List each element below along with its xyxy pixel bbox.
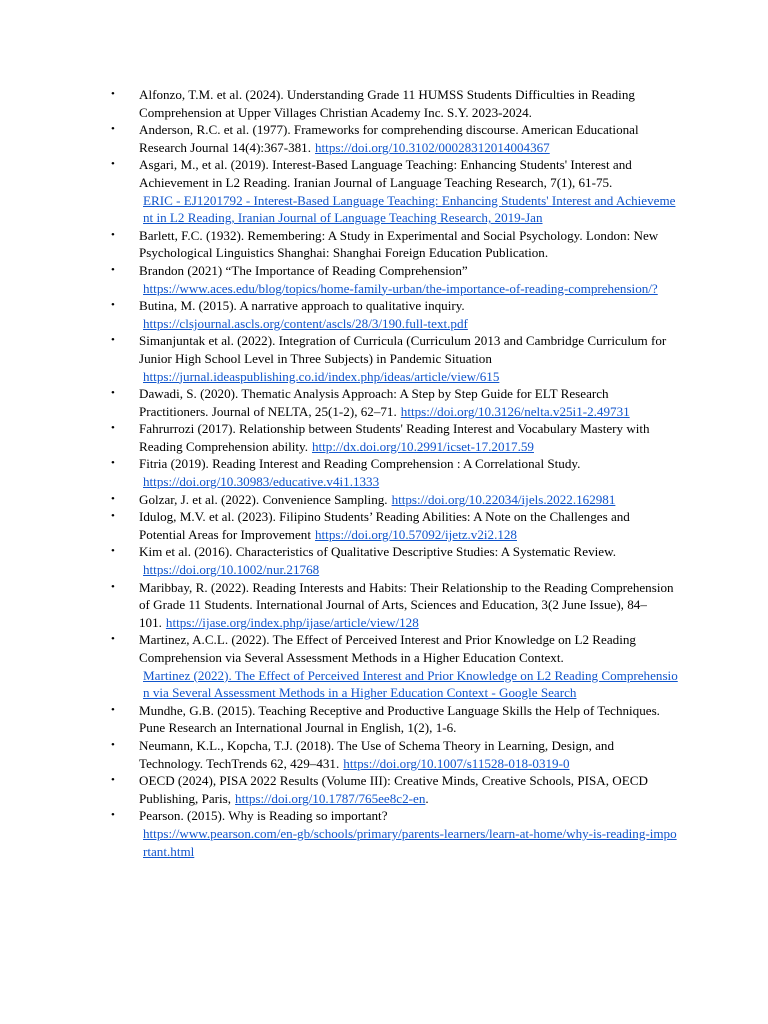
reference-text: Kim et al. (2016). Characteristics of Qualitative Descriptive Studies: A Systematic Review. <box>139 544 616 560</box>
reference-link[interactable]: https://doi.org/10.1787/765ee8c2-en <box>235 790 426 806</box>
reference-item <box>0 86 679 121</box>
reference-item <box>0 508 679 543</box>
reference-link[interactable]: https://doi.org/10.57092/ijetz.v2i2.128 <box>315 526 517 542</box>
reference-text: Fitria (2019). Reading Interest and Reading Comprehension : A Correlational Study. <box>139 456 581 472</box>
reference-item <box>0 121 679 156</box>
reference-text: Simanjuntak et al. (2022). Integration of Curricula (Curriculum 2013 and Cambridge Curriculum for Junior High School Level in Three Subjects) in Pandemic Situation <box>139 333 667 366</box>
reference-list <box>0 86 768 860</box>
reference-text: Martinez, A.C.L. (2022). The Effect of Perceived Interest and Prior Knowledge on L2 Reading Comprehension via Several Assessment Methods in a Higher Education Context. <box>139 632 636 665</box>
reference-text: OECD (2024), PISA 2022 Results (Volume III): Creative Minds, Creative Schools, PISA, OECD Publishing, Paris, <box>139 773 648 806</box>
reference-item <box>0 332 679 385</box>
reference-item <box>0 631 679 701</box>
reference-link[interactable]: Martinez (2022). The Effect of Perceived Interest and Prior Knowledge on L2 Reading Comprehension via Several Assessment Methods in a Higher Education Context - Google Search <box>143 667 678 701</box>
reference-text: Barlett, F.C. (1932). Remembering: A Study in Experimental and Social Psychology. London: New Psychological Linguistics Shanghai: Shanghai Foreign Education Publication. <box>139 227 659 261</box>
reference-link[interactable]: ERIC - EJ1201792 - Interest-Based Language Teaching: Enhancing Students' Interest and Achievement in L2 Reading, Iranian Journal of Language Teaching Research, 2019-Jan <box>143 192 676 226</box>
reference-item <box>0 807 679 860</box>
reference-item <box>0 156 679 226</box>
reference-item <box>0 227 679 262</box>
reference-link[interactable]: https://doi.org/10.3126/nelta.v25i1-2.49731 <box>400 403 630 419</box>
reference-item <box>0 385 679 420</box>
reference-text: Mundhe, G.B. (2015). Teaching Receptive and Productive Language Skills the Help of Techniques. Pune Research an International Journal in English, 1(2), 1-6. <box>139 702 660 736</box>
reference-text: Brandon (2021) “The Importance of Reading Comprehension” <box>139 262 468 278</box>
reference-item <box>0 579 679 632</box>
reference-trailing-period: . <box>425 790 429 806</box>
reference-link[interactable]: http://dx.doi.org/10.2991/icset-17.2017.59 <box>311 438 534 454</box>
reference-text: Anderson, R.C. et al. (1977). Frameworks for comprehending discourse. American Educational Research Journal 14(4):367-381. <box>139 122 639 155</box>
reference-link[interactable]: https://jurnal.ideaspublishing.co.id/index.php/ideas/article/view/615 <box>143 368 500 384</box>
reference-text: Alfonzo, T.M. et al. (2024). Understanding Grade 11 HUMSS Students Difficulties in Reading Comprehension at Upper Villages Christian Academy Inc. S.Y. 2023-2024. <box>139 87 635 120</box>
reference-link[interactable]: https://clsjournal.ascls.org/content/ascls/28/3/190.full-text.pdf <box>143 315 468 331</box>
reference-link[interactable]: https://www.aces.edu/blog/topics/home-family-urban/the-importance-of-reading-comprehension/? <box>143 280 658 296</box>
reference-link[interactable]: https://www.pearson.com/en-gb/schools/primary/parents-learners/learn-at-home/why-is-reading-important.html <box>143 825 677 859</box>
reference-item <box>0 772 679 807</box>
reference-text: Pearson. (2015). Why is Reading so important? <box>139 808 388 824</box>
reference-item <box>0 455 679 490</box>
reference-text: Idulog, M.V. et al. (2023). Filipino Students’ Reading Abilities: A Note on the Challenges and Potential Areas for Improvement <box>139 509 630 542</box>
reference-text: Fahrurrozi (2017). Relationship between Students' Reading Interest and Vocabulary Mastery with Reading Comprehension ability. <box>139 421 650 454</box>
reference-text: Golzar, J. et al. (2022). Convenience Sampling. <box>139 491 388 507</box>
reference-text: Butina, M. (2015). A narrative approach to qualitative inquiry. <box>139 298 465 314</box>
reference-text: Asgari, M., et al. (2019). Interest-Based Language Teaching: Enhancing Students' Interest and Achievement in L2 Reading. Iranian Journal of Language Teaching Research, 7(1), 61-75. <box>139 157 632 190</box>
reference-item <box>0 297 679 332</box>
reference-item <box>0 702 679 737</box>
reference-item <box>0 420 679 455</box>
reference-item <box>0 737 679 772</box>
reference-link[interactable]: https://doi.org/10.22034/ijels.2022.162981 <box>391 491 616 507</box>
reference-item <box>0 262 679 297</box>
reference-link[interactable]: https://doi.org/10.3102/00028312014004367 <box>315 139 550 155</box>
reference-link[interactable]: https://doi.org/10.1007/s11528-018-0319-0 <box>343 755 570 771</box>
reference-item <box>0 543 679 578</box>
reference-link[interactable]: https://ijase.org/index.php/ijase/article/view/128 <box>165 614 419 630</box>
reference-text: Maribbay, R. (2022). Reading Interests and Habits: Their Relationship to the Reading Comprehension of Grade 11 Students. International Journal of Arts, Sciences and Education, 3(2 June Issue), 84–101. <box>139 579 674 630</box>
reference-link[interactable]: https://doi.org/10.30983/educative.v4i1.1333 <box>143 474 380 490</box>
reference-text: Dawadi, S. (2020). Thematic Analysis Approach: A Step by Step Guide for ELT Research Practitioners. Journal of NELTA, 25(1-2), 62–71. <box>139 386 609 419</box>
reference-link[interactable]: https://doi.org/10.1002/nur.21768 <box>143 562 320 578</box>
reference-item <box>0 491 679 509</box>
reference-text: Neumann, K.L., Kopcha, T.J. (2018). The Use of Schema Theory in Learning, Design, and Technology. TechTrends 62, 429–431. <box>139 737 615 771</box>
